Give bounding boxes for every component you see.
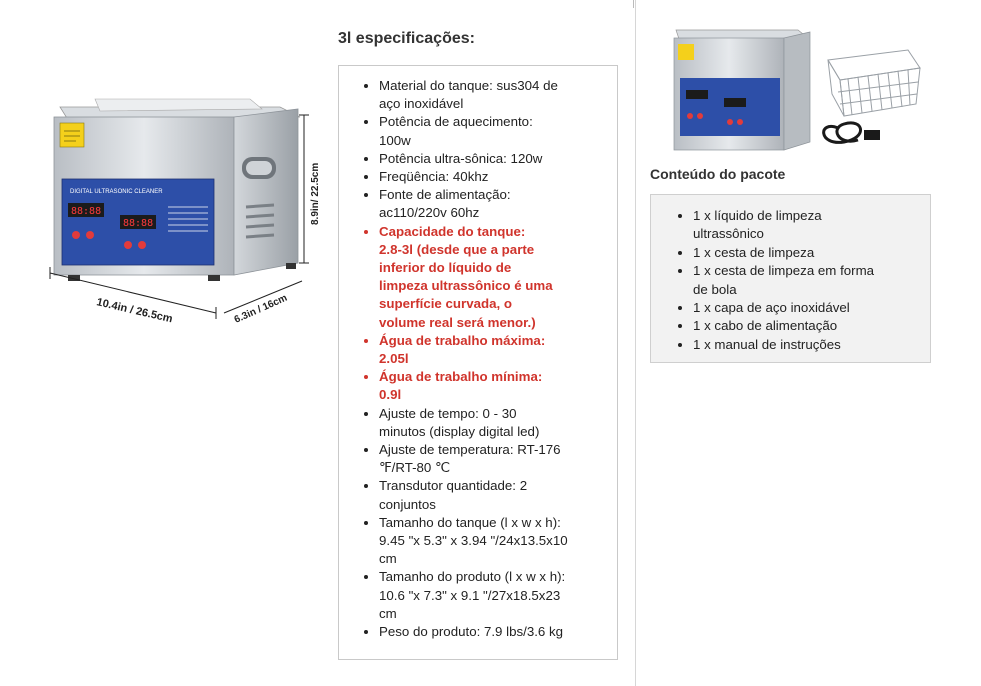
spec-item-text: conjuntos	[379, 496, 436, 512]
spec-item	[379, 186, 593, 222]
spec-item-text: Tamanho do tanque (l x w x h):	[379, 514, 561, 530]
spec-item-text: ℉/RT-80 ℃	[379, 460, 450, 476]
panel-title: DIGITAL ULTRASONIC CLEANER	[70, 189, 163, 195]
spec-box	[338, 65, 618, 660]
package-item-text: 1 x manual de instruções	[693, 336, 841, 352]
spec-item	[379, 223, 593, 332]
spec-item	[379, 568, 593, 623]
power-cable-icon	[824, 123, 880, 143]
spec-item-text: Potência de aquecimento:	[379, 114, 533, 130]
spec-item-text: Material do tanque: sus304 de	[379, 78, 558, 93]
spec-item-text: Peso do produto: 7.9 lbs/3.6 kg	[379, 624, 564, 640]
spec-item-text: cm	[379, 551, 397, 567]
product-dimension-image	[40, 95, 330, 335]
spec-item-text: Potência ultra-sônica: 120w	[379, 150, 543, 166]
spec-item	[379, 332, 593, 368]
spec-title: 3l especificações:	[338, 30, 475, 47]
spec-item	[379, 113, 593, 149]
spec-item	[379, 77, 593, 113]
spec-item-text: Tamanho do produto (l x w x h):	[379, 569, 566, 585]
basket-icon	[828, 50, 920, 116]
timer-display: 88:88	[71, 206, 102, 217]
spec-item-text: Fonte de alimentação:	[379, 187, 511, 203]
width-dimension-label: 10.4in / 26.5cm	[95, 296, 174, 326]
spec-item-text: Capacidade do tanque:	[379, 223, 526, 239]
package-item	[693, 207, 910, 244]
spec-item	[379, 623, 593, 641]
spec-item	[379, 168, 593, 186]
spec-item-text: Ajuste de tempo: 0 - 30	[379, 405, 517, 421]
package-item-text: ultrassônico	[693, 226, 764, 242]
package-item	[693, 336, 910, 354]
spec-item-text: 9.45 "x 5.3" x 3.94 "/24x13.5x10	[379, 533, 568, 549]
spec-item-text: superfície curvada, o	[379, 296, 513, 312]
package-list	[651, 195, 930, 354]
depth-dimension-label: 6.3in / 16cm	[232, 292, 290, 326]
spec-item	[379, 150, 593, 168]
package-box	[650, 194, 931, 363]
package-item	[693, 262, 910, 299]
spec-item-text: volume real será menor.)	[379, 314, 536, 330]
spec-item-text: 2.05l	[379, 351, 409, 367]
package-item	[693, 317, 910, 335]
package-item-text: 1 x cesta de limpeza	[693, 244, 815, 260]
top-tick-mark	[633, 0, 634, 8]
package-title: Conteúdo do pacote	[650, 166, 786, 182]
package-item-text: 1 x capa de aço inoxidável	[693, 300, 850, 316]
spec-item-text: cm	[379, 605, 397, 621]
spec-item	[379, 405, 593, 441]
spec-item-text: 10.6 "x 7.3" x 9.1 "/27x18.5x23	[379, 587, 561, 603]
spec-item-text: 0.9l	[379, 387, 402, 403]
spec-item	[379, 368, 593, 404]
spec-item-text: aço inoxidável	[379, 96, 464, 112]
package-item-text: 1 x cesta de limpeza em forma	[693, 263, 875, 279]
spec-item-text: Água de trabalho máxima:	[379, 332, 546, 348]
spec-item	[379, 477, 593, 513]
spec-item	[379, 514, 593, 569]
spec-list	[339, 66, 617, 641]
spec-item	[379, 441, 593, 477]
height-dimension-label: 8.9in/ 22.5cm	[310, 162, 321, 225]
package-contents-image	[668, 20, 928, 160]
column-divider	[635, 0, 636, 686]
package-item	[693, 244, 910, 262]
spec-item-text: inferior do líquido de	[379, 260, 512, 276]
spec-item-text: Água de trabalho mínima:	[379, 369, 543, 385]
spec-item-text: Transdutor quantidade: 2	[379, 478, 528, 494]
spec-item-text: limpeza ultrassônico é uma	[379, 278, 553, 294]
spec-item-text: Ajuste de temperatura: RT-176	[379, 442, 561, 458]
spec-item-text: 2.8-3l (desde que a parte	[379, 241, 535, 257]
spec-item-text: minutos (display digital led)	[379, 423, 540, 439]
spec-item-text: 100w	[379, 132, 411, 148]
spec-item-text: Freqüência: 40khz	[379, 169, 489, 185]
package-item-text: 1 x cabo de alimentação	[693, 318, 838, 334]
package-item-text: de bola	[693, 281, 737, 297]
spec-item-text: ac110/220v 60hz	[379, 205, 480, 221]
package-item-text: 1 x líquido de limpeza	[693, 208, 822, 223]
temperature-display: 88:88	[123, 218, 154, 229]
package-item	[693, 299, 910, 317]
